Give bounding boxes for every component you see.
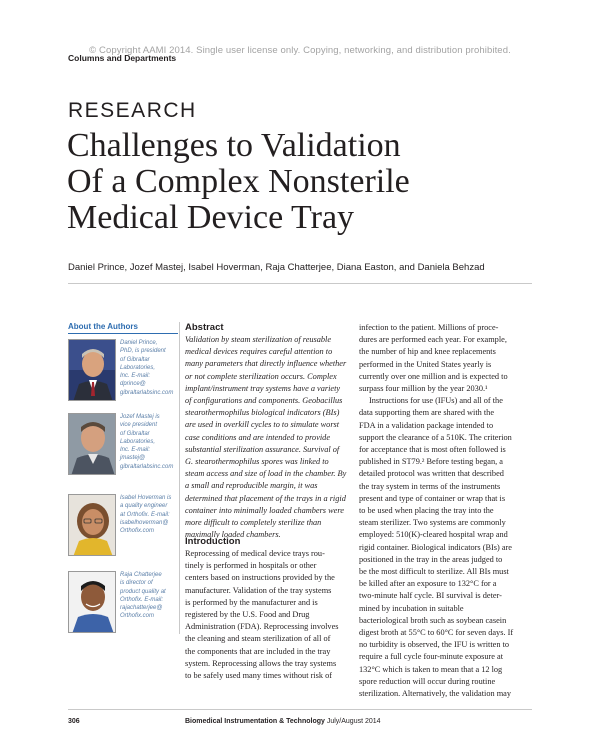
text-line: published in ST79.² Before testing began, a bbox=[359, 457, 503, 467]
text-line: of configurations and components. Geobacillus bbox=[185, 396, 343, 406]
text-line: performed in the United States yearly is bbox=[359, 359, 492, 369]
text-line: digest broth at 55°C to 60°C for seven days. If bbox=[359, 628, 514, 638]
text-line: Instructions for use (IFUs) and all of the bbox=[369, 396, 503, 406]
text-line: rigid container. Biological indicators (BIs) are bbox=[359, 542, 512, 552]
text-line: positioned in the tray in the areas judged to bbox=[359, 554, 503, 564]
title-line: Medical Device Tray bbox=[67, 199, 355, 236]
text-line: Administration (FDA). Reprocessing involves bbox=[185, 622, 339, 632]
text-line: tinely is performed in hospitals or other bbox=[185, 561, 317, 571]
page-number: 306 bbox=[68, 718, 80, 725]
article-title bbox=[67, 128, 547, 236]
text-line: no turbidity is observed, the IFU is written to bbox=[359, 640, 510, 650]
author-byline: Daniel Prince, Jozef Mastej, Isabel Hoverman, Raja Chatterjee, Diana Easton, and Daniela Behzad bbox=[68, 262, 485, 273]
text-line: for acceptance that is most often followed is bbox=[359, 445, 506, 455]
text-line: FDA in a validation package intended to bbox=[359, 420, 494, 430]
text-line: Validation by steam sterilization of reusable bbox=[185, 335, 332, 344]
text-line: mined by incubation in suitable bbox=[359, 603, 464, 613]
text-line: is performed by the manufacturer and is bbox=[185, 597, 318, 607]
text-line: 132°C which is taken to mean that a 12 log bbox=[359, 664, 503, 674]
text-line: detailed protocol was written that described bbox=[359, 469, 504, 479]
text-line: be killed after an exposure to 132°C for a bbox=[359, 579, 497, 589]
title-line: Of a Complex Nonsterile bbox=[67, 163, 410, 200]
author-bio: Jozef Mastej is vice president of Gibraltar Laboratories, Inc. E-mail: jmastej@ gibraltarlabsinc.com bbox=[120, 414, 174, 470]
text-line: bacteriological broth such as soybean casein bbox=[359, 615, 507, 625]
header-divider bbox=[68, 283, 532, 284]
text-line: centers based on instructions provided by the bbox=[185, 573, 335, 583]
author-bio: Daniel Prince, PhD, is president of Gibraltar Laboratories, Inc. E-mail: dprince@ gibraltarlabsinc.com bbox=[120, 340, 174, 396]
article-kicker: RESEARCH bbox=[68, 99, 197, 122]
text-line: a small and reproducible margin, it was bbox=[185, 481, 318, 491]
text-line: data supporting them are shared with the bbox=[359, 408, 495, 418]
text-line: implant/instrument tray systems have a variety bbox=[185, 383, 341, 393]
copyright-notice: © Copyright AAMI 2014. Single user license only. Copying, networking, and distribution prohibited. bbox=[89, 45, 511, 56]
text-line: manufacturer. Validation of the tray systems bbox=[185, 585, 332, 595]
text-line: to be used when placing the tray into the bbox=[359, 506, 494, 516]
text-line: steam access and size of load in the chamber. By bbox=[185, 469, 347, 479]
author-bio: Raja Chatterjee is director of product quality at Orthofix. E-mail: rajachatterjee@ Orthofix.com bbox=[120, 572, 166, 620]
text-line: substantial sterilization assurance. Survival of bbox=[185, 444, 340, 454]
text-line: the number of hip and knee replacements bbox=[359, 347, 496, 357]
text-line: support the clearance of a 510K. The criterion bbox=[359, 432, 512, 442]
text-line: require a full cycle four-minute exposure at bbox=[359, 652, 504, 662]
body-text-column bbox=[359, 322, 533, 700]
introduction-body bbox=[185, 548, 349, 682]
text-line: are used in overkill cycles to to simulate worst bbox=[185, 420, 340, 430]
text-line: maximally loaded chambers. bbox=[185, 530, 281, 540]
text-line: registered by the U.S. Food and Drug bbox=[185, 610, 310, 620]
text-line: currently over one million and is expected to bbox=[359, 371, 508, 381]
text-line: the cleaning and steam sterilization of all of bbox=[185, 634, 331, 644]
author-bio: Isabel Hoverman is a quality engineer at Orthofix. E-mail: isabelhoverman@ Orthofix.com bbox=[120, 495, 172, 535]
text-line: the components that are included in the tray bbox=[185, 646, 331, 656]
text-line: case conditions and are intended to provide bbox=[185, 432, 331, 442]
section-label: Columns and Departments bbox=[68, 53, 177, 63]
about-authors-rule bbox=[68, 333, 178, 334]
text-line: dures are performed each year. For example, bbox=[359, 335, 507, 345]
introduction-heading: Introduction bbox=[185, 536, 241, 547]
text-line: G. stearothermophilus spores was linked to bbox=[185, 457, 329, 467]
text-line: employed: 510(K)-cleared hospital wrap and bbox=[359, 530, 508, 540]
author-photo-mastej bbox=[68, 413, 116, 475]
footer-divider bbox=[68, 709, 532, 710]
text-line: determined that placement of the trays in a rigid bbox=[185, 493, 346, 503]
text-line: infection to the patient. Millions of proce- bbox=[359, 323, 499, 332]
text-line: Reprocessing of medical device trays rou- bbox=[185, 549, 325, 558]
author-photo-hoverman bbox=[68, 494, 116, 556]
text-line: spore reduction will occur during routine bbox=[359, 676, 496, 686]
text-line: present and type of container or wrap that is bbox=[359, 493, 506, 503]
text-line: the tray system in terms of the instruments bbox=[359, 481, 501, 491]
author-photo-prince bbox=[68, 339, 116, 401]
abstract-body bbox=[185, 334, 349, 541]
text-line: or not complete sterilization occurs. Complex bbox=[185, 371, 337, 381]
text-line: be the most difficult to sterilize. All BIs must bbox=[359, 567, 509, 577]
text-line: many parameters that directly influence whether bbox=[185, 359, 347, 369]
text-line: surpass four million by the year 2030.¹ bbox=[359, 384, 488, 394]
text-line: system. Reprocessing allows the tray systems bbox=[185, 658, 337, 668]
text-line: sterilization. Alternatively, the validation may bbox=[359, 689, 511, 699]
text-line: to be safely used many times without risk of bbox=[185, 671, 333, 681]
abstract-heading: Abstract bbox=[185, 322, 224, 333]
title-line: Challenges to Validation bbox=[67, 127, 401, 164]
text-line: two-minute half cycle. BI survival is deter- bbox=[359, 591, 502, 601]
journal-footer: Biomedical Instrumentation & Technology July/August 2014 bbox=[185, 718, 381, 725]
author-photo-chatterjee bbox=[68, 571, 116, 633]
text-line: stearothermophilus biological indicators (BIs) bbox=[185, 408, 340, 418]
about-authors-heading: About the Authors bbox=[68, 322, 138, 331]
text-line: more difficult to completely sterilize than bbox=[185, 518, 322, 528]
text-line: medical devices requires careful attention to bbox=[185, 347, 333, 357]
text-line: steam sterilizer. Two systems are commonly bbox=[359, 518, 506, 528]
text-line: container into minimally loaded chambers were bbox=[185, 505, 344, 515]
